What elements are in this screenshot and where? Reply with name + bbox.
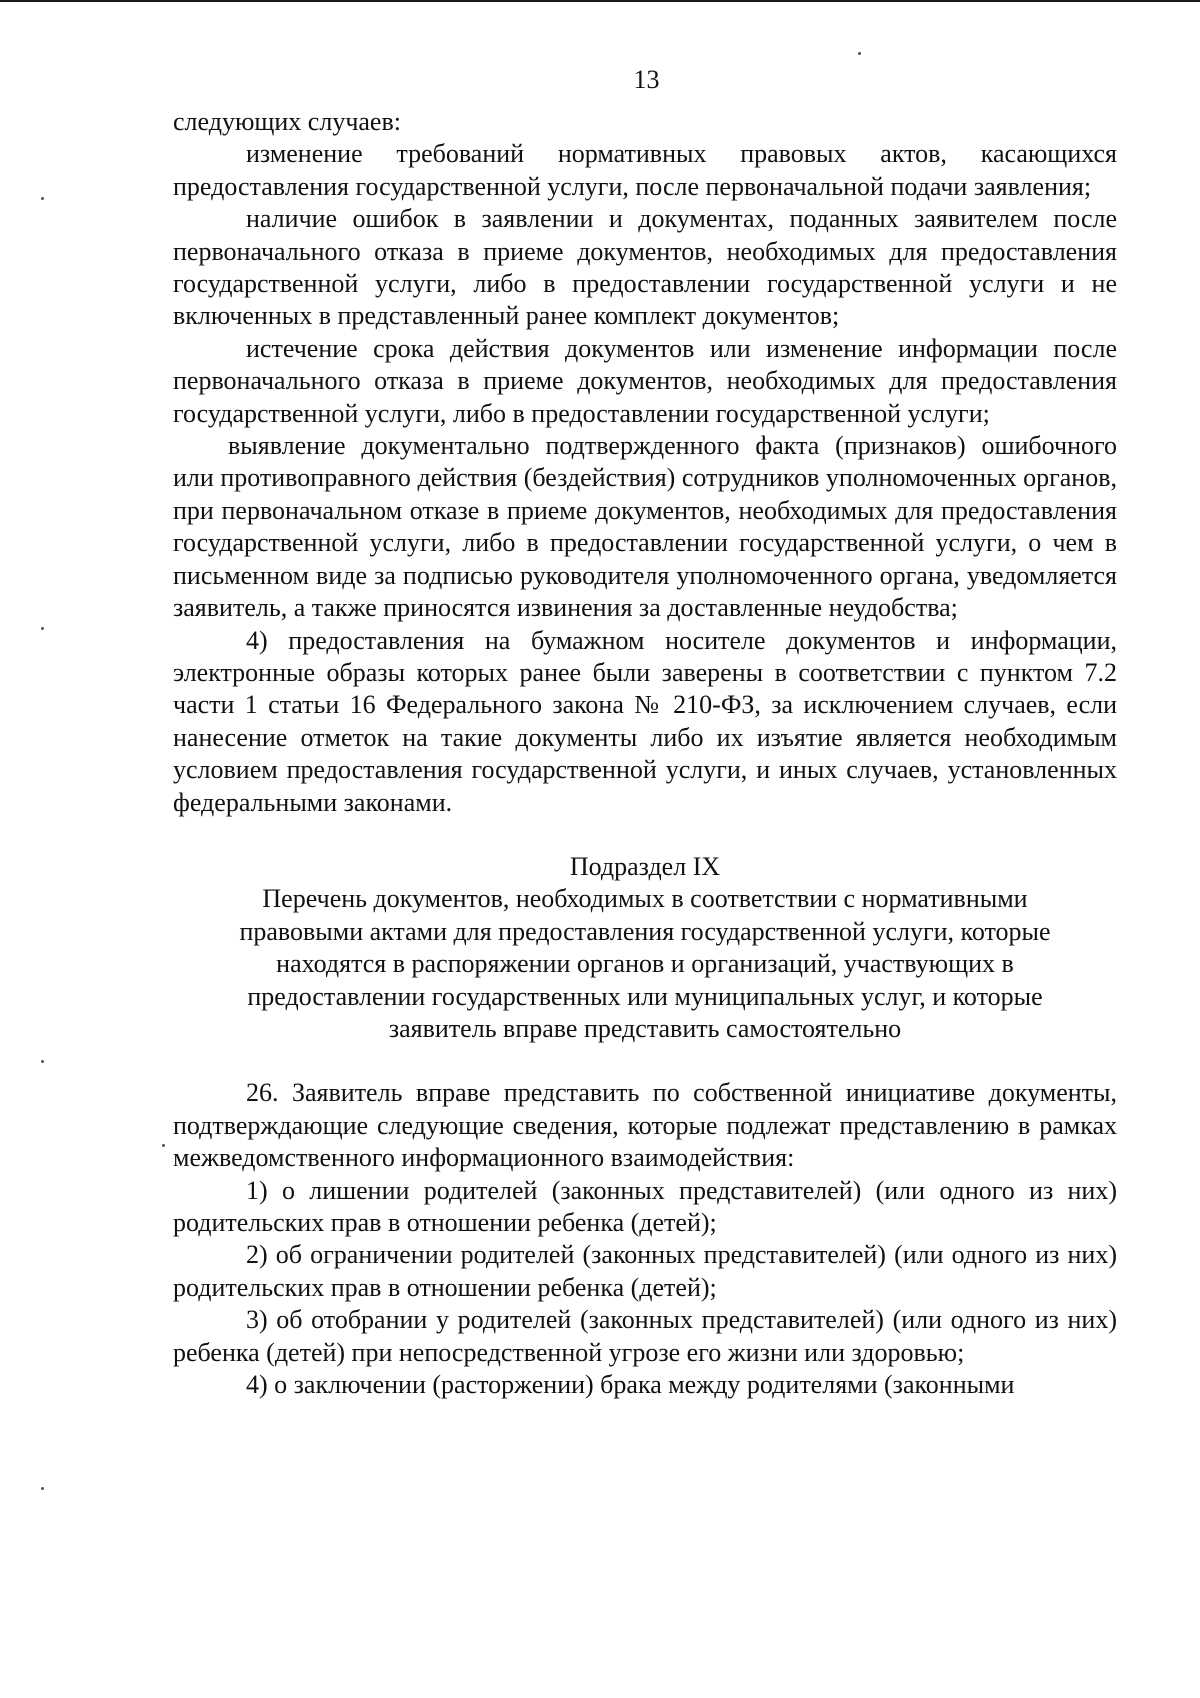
section-title: Подраздел IX: [569, 851, 721, 881]
paragraph: 26. Заявитель вправе представить по собственной инициативе документы, подтверждающие следующие сведения, которые подлежат представлению в рамках межведомственного информационного взаимодействия:: [173, 1078, 1117, 1173]
document-body: [173, 106, 1117, 1401]
paragraph: следующих случаев:: [173, 107, 401, 136]
scan-speck: [858, 52, 861, 55]
paragraph: истечение срока действия документов или изменение информации после первоначального отказа в приеме документов, необходимых для предоставления государственной услуги, либо в предоставлении государственной услуги;: [173, 333, 1117, 428]
paragraph: 1) о лишении родителей (законных представителей) (или одного из них) родительских прав в отношении ребенка (детей);: [173, 1175, 1117, 1237]
paragraph: наличие ошибок в заявлении и документах, поданных заявителем после первоначального отказа в приеме документов, необходимых для предоставления государственной услуги, либо в предоставлении государственной услуги и не включенных в представленный ранее комплект документов;: [173, 204, 1117, 331]
page-top-border: [0, 0, 1200, 2]
paragraph: 4) о заключении (расторжении) брака между родителями (законными: [246, 1370, 1015, 1400]
scan-speck: [41, 197, 44, 200]
scan-speck: [41, 627, 44, 630]
paragraph: 3) об отобрании у родителей (законных представителей) (или одного из них) ребенка (детей) при непосредственной угрозе его жизни или здоровью;: [173, 1305, 1117, 1367]
paragraph: 2) об ограничении родителей (законных представителей) (или одного из них) родительских прав в отношении ребенка (детей);: [173, 1240, 1117, 1302]
paragraph: изменение требований нормативных правовых актов, касающихся предоставления государственной услуги, после первоначальной подачи заявления;: [173, 139, 1117, 201]
scan-speck: [41, 1060, 44, 1063]
scan-speck: [41, 1487, 44, 1490]
page-number: 13: [633, 65, 660, 94]
section-subtitle: Перечень документов, необходимых в соответствии с нормативными правовыми актами для предоставления государственной услуги, которые находятся в распоряжении органов и организаций, участвующих в предоставлении государственных или муниципальных услуг, и которые заявитель вправе представить самостоятельно: [239, 884, 1051, 1043]
section-heading: [173, 851, 1117, 1045]
scan-speck: [162, 1144, 165, 1147]
paragraph: выявление документально подтвержденного факта (признаков) ошибочного или противоправного действия (бездействия) сотрудников уполномоченных органов, при первоначальном отказе в приеме документов, необходимых для предоставления государственной услуги, либо в предоставлении государственной услуги, о чем в письменном виде за подписью руководителя уполномоченного органа, уведомляется заявитель, а также приносятся извинения за доставленные неудобства;: [173, 431, 1117, 623]
paragraph: 4) предоставления на бумажном носителе документов и информации, электронные образы которых ранее были заверены в соответствии с пунктом 7.2 части 1 статьи 16 Федерального закона № 210-ФЗ, за исключением случаев, если нанесение отметок на такие документы либо их изъятие является необходимым условием предоставления государственной услуги, и иных случаев, установленных федеральными законами.: [173, 625, 1117, 817]
